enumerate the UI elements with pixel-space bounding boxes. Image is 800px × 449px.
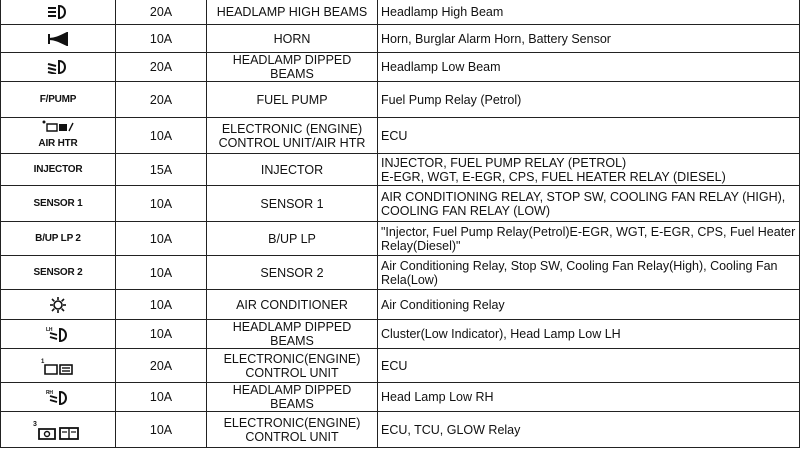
fuse-name-cell [207, 186, 378, 222]
description: ECU, TCU, GLOW Relay [381, 422, 521, 437]
symbol-cell [1, 412, 116, 448]
table-row [1, 186, 800, 222]
amp-cell: 20A [116, 82, 207, 118]
description-cell [378, 0, 800, 25]
fuse-name-cell [207, 383, 378, 412]
description: Fuel Pump Relay (Petrol) [381, 92, 522, 107]
description: Headlamp High Beam [381, 4, 504, 19]
fuse-name: HEADLAMP DIPPED BEAMS [232, 320, 352, 348]
table-row [1, 383, 800, 412]
amp-cell: 10A [116, 383, 207, 412]
symbol-cell [1, 383, 116, 412]
symbol-cell [1, 53, 116, 82]
description-cell [378, 320, 800, 349]
symbol-label: B/UP LP 2 [35, 232, 81, 244]
fuse-name: SENSOR 1 [260, 196, 324, 211]
description-line: Air Conditioning Relay, Stop SW, Cooling Fan Relay(High), Cooling Fan [381, 258, 778, 273]
description-cell [378, 222, 800, 256]
fuse-name-cell [207, 0, 378, 25]
description-line: "Injector, Fuel Pump Relay(Petrol)E-EGR, WGT, E-EGR, CPS, Fuel Heater [381, 224, 796, 239]
symbol-cell [1, 25, 116, 53]
air-conditioner-icon [4, 296, 112, 314]
fuse-name-cell [207, 25, 378, 53]
table-row [1, 0, 800, 25]
description-cell [378, 118, 800, 154]
symbol-cell [1, 82, 116, 118]
fuse-name-cell [207, 222, 378, 256]
fuse-name-line: CONTROL UNIT/AIR HTR [218, 135, 366, 150]
description-cell [378, 256, 800, 290]
symbol-cell [1, 320, 116, 349]
table-row [1, 256, 800, 290]
fuse-name: FUEL PUMP [256, 92, 328, 107]
description: Horn, Burglar Alarm Horn, Battery Sensor [381, 31, 611, 46]
headlamp-high-icon [4, 5, 112, 19]
fuse-name: AIR CONDITIONER [236, 297, 348, 312]
fuse-name-line: ELECTRONIC (ENGINE) [221, 121, 363, 136]
symbol-cell [1, 256, 116, 290]
svg-text:RH: RH [46, 390, 53, 396]
description-cell [378, 154, 800, 186]
description-cell [378, 290, 800, 320]
symbol-cell [1, 118, 116, 154]
amp-cell: 10A [116, 290, 207, 320]
fuse-name-cell [207, 290, 378, 320]
svg-text:1: 1 [41, 358, 45, 365]
amp-cell: 10A [116, 412, 207, 448]
engine-ecu-icon [4, 120, 112, 137]
table-row [1, 412, 800, 448]
table-row [1, 222, 800, 256]
description: Cluster(Low Indicator), Head Lamp Low LH [381, 327, 621, 341]
table-row [1, 290, 800, 320]
symbol-label: AIR HTR [38, 138, 78, 149]
description-cell [378, 186, 800, 222]
symbol-label: F/PUMP [39, 93, 77, 105]
symbol-label: INJECTOR [33, 163, 83, 175]
table-row [1, 320, 800, 349]
description: Headlamp Low Beam [381, 60, 501, 74]
amp-cell: 10A [116, 186, 207, 222]
svg-text:LH: LH [46, 327, 53, 333]
fuse-name-line: CONTROL UNIT [245, 365, 339, 380]
description-cell [378, 53, 800, 82]
description-line: COOLING FAN RELAY (LOW) [381, 203, 551, 218]
description-cell [378, 412, 800, 448]
symbol-cell [1, 222, 116, 256]
symbol-cell [1, 349, 116, 383]
amp-cell: 10A [116, 222, 207, 256]
fuse-name-cell [207, 320, 378, 349]
headlamp-low-lh-icon [4, 326, 112, 342]
headlamp-low-icon [4, 60, 112, 74]
description: ECU [381, 358, 408, 373]
symbol-cell [1, 290, 116, 320]
fuse-name: INJECTOR [260, 162, 324, 177]
fuse-name: B/UP LP [268, 231, 316, 246]
headlamp-low-rh-icon [4, 389, 112, 405]
description-line: Relay(Diesel)" [381, 238, 461, 253]
table-row [1, 349, 800, 383]
symbol-label: SENSOR 1 [33, 197, 83, 209]
fuse-name-cell [207, 82, 378, 118]
amp-cell: 10A [116, 25, 207, 53]
table-row [1, 53, 800, 82]
fuse-name: SENSOR 2 [260, 265, 324, 280]
engine-ecu-1-icon [4, 357, 112, 375]
description: ECU [381, 128, 408, 143]
amp-cell: 20A [116, 0, 207, 25]
horn-icon [4, 32, 112, 46]
fuse-name-cell [207, 412, 378, 448]
fuse-name: HEADLAMP DIPPED BEAMS [232, 383, 352, 411]
fuse-name-cell [207, 256, 378, 290]
table-row [1, 154, 800, 186]
description-cell [378, 349, 800, 383]
table-row [1, 25, 800, 53]
fuse-name-line: ELECTRONIC(ENGINE) [223, 351, 361, 366]
symbol-label: SENSOR 2 [33, 266, 83, 278]
description-line: AIR CONDITIONING RELAY, STOP SW, COOLING FAN RELAY (HIGH), [381, 189, 786, 204]
fuse-name: HORN [273, 31, 311, 46]
table-row [1, 118, 800, 154]
amp-cell: 15A [116, 154, 207, 186]
description-line: E-EGR, WGT, E-EGR, CPS, FUEL HEATER RELAY (DIESEL) [381, 169, 726, 184]
fuse-name: HEADLAMP DIPPED BEAMS [232, 53, 352, 81]
symbol-cell [1, 0, 116, 25]
symbol-cell [1, 154, 116, 186]
amp-cell: 10A [116, 320, 207, 349]
amp-cell: 10A [116, 118, 207, 154]
fuse-name-cell [207, 53, 378, 82]
fuse-name: HEADLAMP HIGH BEAMS [216, 4, 368, 19]
description-line: INJECTOR, FUEL PUMP RELAY (PETROL) [381, 155, 627, 170]
fuse-name-cell [207, 118, 378, 154]
description-cell [378, 82, 800, 118]
fuse-name-line: ELECTRONIC(ENGINE) [223, 415, 361, 430]
description: Air Conditioning Relay [381, 297, 505, 312]
fuse-name-cell [207, 349, 378, 383]
description: Head Lamp Low RH [381, 390, 494, 404]
amp-cell: 20A [116, 349, 207, 383]
table-row [1, 82, 800, 118]
fuse-name-line: CONTROL UNIT [245, 429, 339, 444]
description-cell [378, 25, 800, 53]
svg-text:3: 3 [33, 420, 37, 428]
fuse-name-cell [207, 154, 378, 186]
description-cell [378, 383, 800, 412]
engine-ecu-3-icon [4, 419, 112, 441]
description-line: Rela(Low) [381, 272, 438, 287]
symbol-cell [1, 186, 116, 222]
amp-cell: 10A [116, 256, 207, 290]
amp-cell: 20A [116, 53, 207, 82]
